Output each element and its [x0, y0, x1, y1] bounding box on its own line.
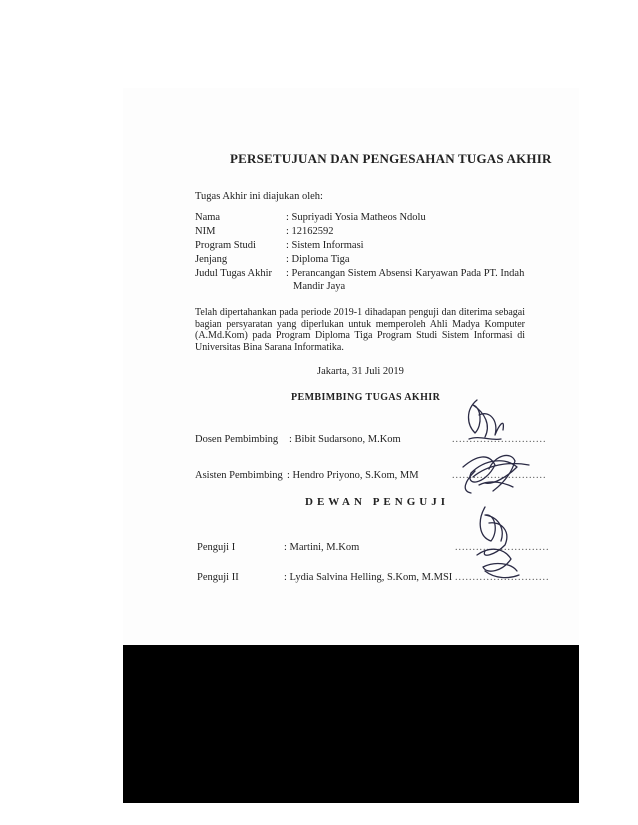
field-value-judul-cont: Mandir Jaya	[293, 281, 346, 292]
dosen-pembimbing-role: Dosen Pembimbing	[195, 434, 279, 445]
penguji-2-name: : Lydia Salvina Helling, S.Kom, M.MSI	[284, 572, 453, 583]
signature-line: ...........................	[455, 542, 550, 553]
place-date: Jakarta, 31 Juli 2019	[317, 366, 404, 377]
field-label-nama: Nama	[195, 212, 221, 223]
handwritten-signatures	[455, 395, 535, 590]
field-value-jenjang: : Diploma Tiga	[286, 254, 350, 265]
intro-text: Tugas Akhir ini diajukan oleh:	[195, 191, 323, 202]
penguji-2-role: Penguji II	[197, 572, 239, 583]
field-label-nim: NIM	[195, 226, 216, 237]
penguji-1-role: Penguji I	[197, 542, 236, 553]
field-value-judul: : Perancangan Sistem Absensi Karyawan Pada PT. Indah	[286, 268, 525, 279]
signature-line: ...........................	[455, 572, 550, 583]
signature-line: ...........................	[452, 434, 547, 445]
field-label-program: Program Studi	[195, 240, 256, 251]
asisten-pembimbing-name: : Hendro Priyono, S.Kom, MM	[287, 470, 419, 481]
field-value-nama: : Supriyadi Yosia Matheos Ndolu	[286, 212, 426, 223]
pembimbing-heading: PEMBIMBING TUGAS AKHIR	[291, 392, 441, 403]
redacted-block	[123, 645, 579, 803]
signature-line: ...........................	[452, 470, 547, 481]
approval-paragraph: Telah dipertahankan pada periode 2019-1 dihadapan penguji dan diterima sebagai bagian persyaratan yang diperlukan untuk memperoleh Ahli Madya Komputer (A.Md.Kom) pada Program Diploma Tiga Program Studi Sistem Informasi di Universitas Bina Sarana Informatika.	[195, 307, 525, 353]
dosen-pembimbing-name: : Bibit Sudarsono, M.Kom	[289, 434, 401, 445]
field-value-program: : Sistem Informasi	[286, 240, 364, 251]
field-value-nim: : 12162592	[286, 226, 334, 237]
penguji-1-name: : Martini, M.Kom	[284, 542, 360, 553]
document-title: PERSETUJUAN DAN PENGESAHAN TUGAS AKHIR	[230, 151, 552, 166]
dewan-penguji-heading: DEWAN PENGUJI	[305, 496, 449, 508]
field-label-jenjang: Jenjang	[195, 254, 228, 265]
field-label-judul: Judul Tugas Akhir	[195, 268, 273, 279]
asisten-pembimbing-role: Asisten Pembimbing	[195, 470, 283, 481]
